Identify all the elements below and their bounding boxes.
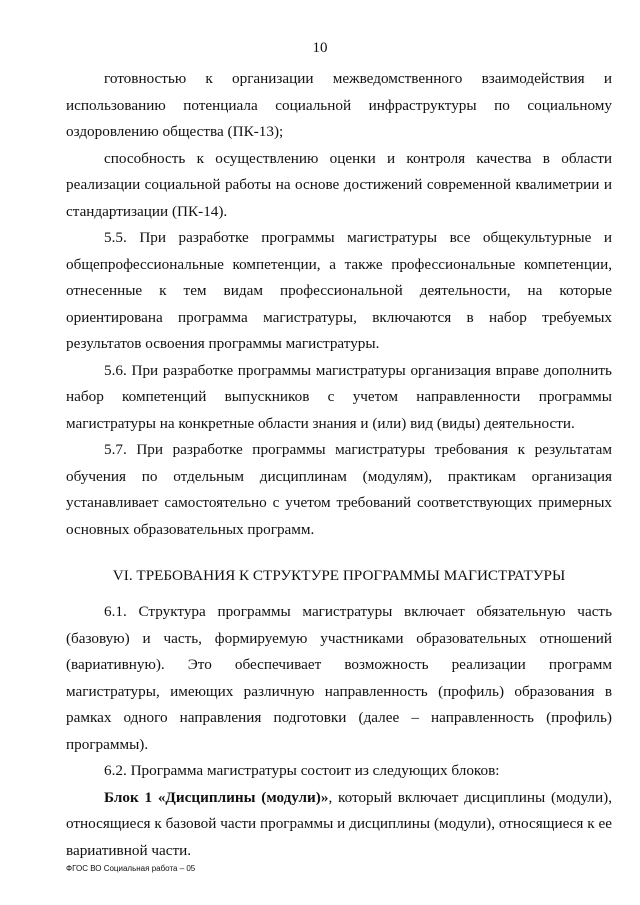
paragraph-block-1 xyxy=(66,785,612,865)
page-content xyxy=(66,66,612,864)
block-1-text: , который включает дисциплины (модули), относящиеся к базовой части программы и дисциплины (модули), относящиеся к ее вариативной части. xyxy=(66,788,612,859)
section-heading: VI. ТРЕБОВАНИЯ К СТРУКТУРЕ ПРОГРАММЫ МАГИСТРАТУРЫ xyxy=(112,567,566,584)
paragraph-pk13: готовностью к организации межведомственного взаимодействия и использованию потенциала социальной инфраструктуры по социальному оздоровлению общества (ПК-13); xyxy=(66,70,612,140)
page-number: 10 xyxy=(312,40,328,56)
paragraph-5-5: 5.5. При разработке программы магистратуры все общекультурные и общепрофессиональные компетенции, а также профессиональные компетенции, отнесенные к тем видам профессиональной деятельности, на которые ориентирована программа магистратуры, включаются в набор требуемых результатов освоения программы магистратуры. xyxy=(66,229,612,352)
paragraph-6-2: 6.2. Программа магистратуры состоит из следующих блоков: xyxy=(104,762,500,779)
footer-label: ФГОС ВО Социальная работа – 05 xyxy=(66,864,196,873)
paragraph-5-7: 5.7. При разработке программы магистратуры требования к результатам обучения по отдельным дисциплинам (модулям), практикам организация устанавливает самостоятельно с учетом требований соответствующих примерных основных образовательных программ. xyxy=(66,441,612,538)
paragraph-5-6: 5.6. При разработке программы магистратуры организация вправе дополнить набор компетенций выпускников с учетом направленности программы магистратуры на конкретные области знания и (или) вид (виды) деятельности. xyxy=(66,361,612,432)
block-1-title: Блок 1 «Дисциплины (модули)» xyxy=(104,788,329,806)
paragraph-6-1: 6.1. Структура программы магистратуры включает обязательную часть (базовую) и часть, формируемую участниками образовательных отношений (вариативную). Это обеспечивает возможность реализации программ магистратуры, имеющих различную направленность (профиль) образования в рамках одного направления подготовки (далее – направленность (профиль) программы). xyxy=(66,603,612,753)
paragraph-pk14: способность к осуществлению оценки и контроля качества в области реализации социальной работы на основе достижений современной квалиметрии и стандартизации (ПК-14). xyxy=(66,149,612,220)
